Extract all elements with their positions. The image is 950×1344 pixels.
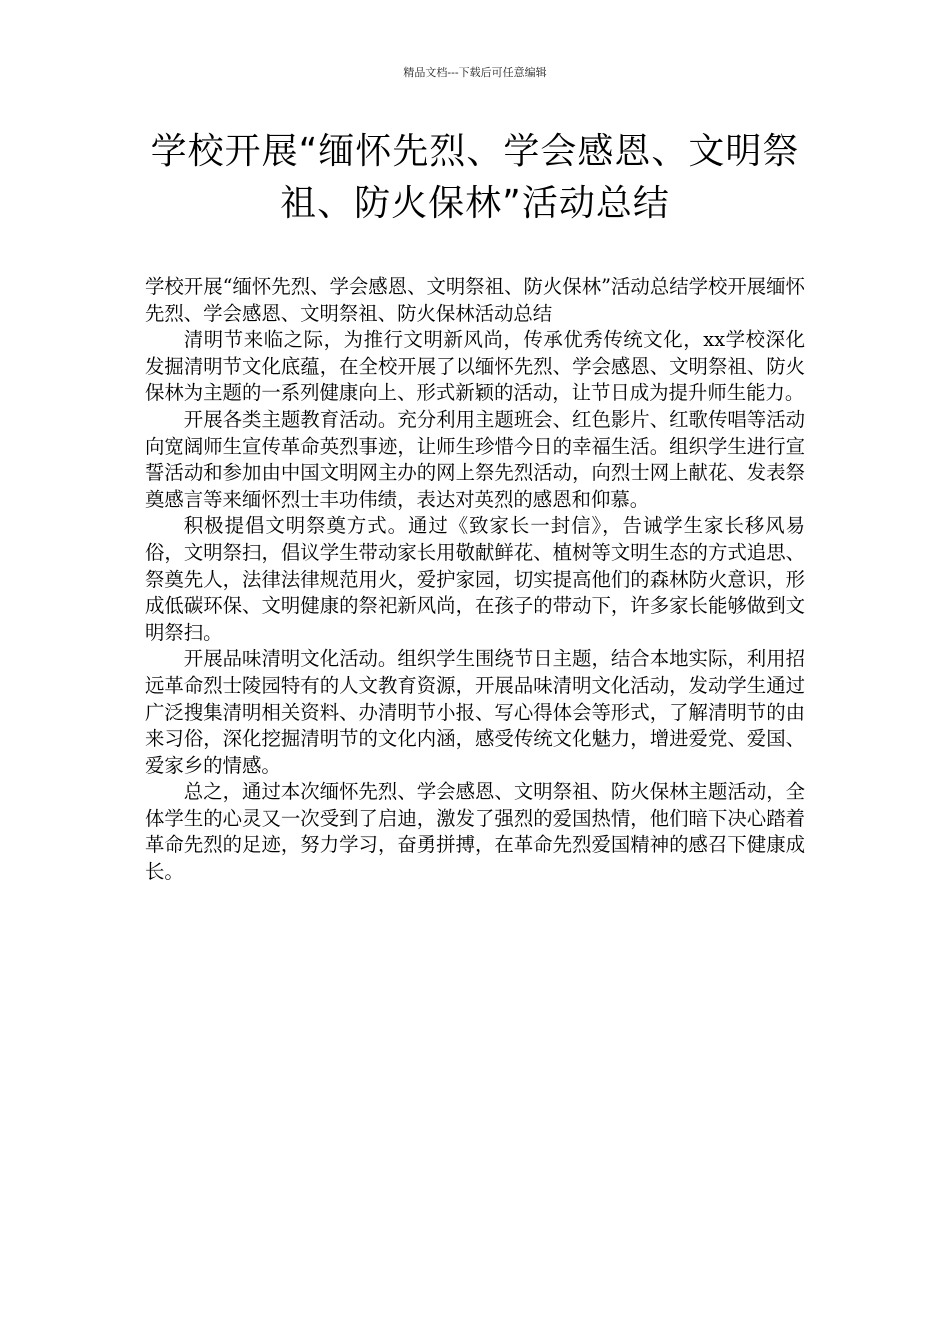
document-body [145, 274, 805, 886]
paragraph-5: 总之，通过本次缅怀先烈、学会感恩、文明祭祖、防火保林主题活动，全体学生的心灵又一次受到了启迪，激发了强烈的爱国热情，他们暗下决心踏着革命先烈的足迹，努力学习，奋勇拼搏，在革命先烈爱国精神的感召下健康成长。 [145, 780, 805, 884]
paragraph-1: 清明节来临之际，为推行文明新风尚，传承优秀传统文化，xx学校深化发掘清明节文化底蕴，在全校开展了以缅怀先烈、学会感恩、文明祭祖、防火保林为主题的一系列健康向上、形式新颖的活动，让节日成为提升师生能力。 [145, 328, 805, 405]
paragraph-2: 开展各类主题教育活动。充分利用主题班会、红色影片、红歌传唱等活动向宽阔师生宣传革命英烈事迹，让师生珍惜今日的幸福生活。组织学生进行宣誓活动和参加由中国文明网主办的网上祭先烈活动，向烈士网上献花、发表祭奠感言等来缅怀烈士丰功伟绩，表达对英烈的感恩和仰慕。 [145, 407, 805, 511]
document-title: 学校开展“缅怀先烈、学会感恩、文明祭祖、防火保林”活动总结 [150, 131, 800, 224]
paragraph-3: 积极提倡文明祭奠方式。通过《致家长一封信》，告诫学生家长移风易俗，文明祭扫，倡议学生带动家长用敬献鲜花、植树等文明生态的方式追思、祭奠先人，法律法律规范用火，爱护家园，切实提高他们的森林防火意识，形成低碳环保、文明健康的祭祀新风尚，在孩子的带动下，许多家长能够做到文明祭扫。 [145, 514, 805, 644]
paragraph-4: 开展品味清明文化活动。组织学生围绕节日主题，结合本地实际，利用招远革命烈士陵园特有的人文教育资源，开展品味清明文化活动，发动学生通过广泛搜集清明相关资料、办清明节小报、写心得体会等形式，了解清明节的由来习俗，深化挖掘清明节的文化内涵，感受传统文化魅力，增进爱党、爱国、爱家乡的情感。 [145, 647, 805, 777]
page-header: 精品文档---下载后可任意编辑 [403, 66, 547, 79]
paragraph-intro: 学校开展“缅怀先烈、学会感恩、文明祭祖、防火保林”活动总结学校开展缅怀先烈、学会感恩、文明祭祖、防火保林活动总结 [145, 275, 805, 325]
